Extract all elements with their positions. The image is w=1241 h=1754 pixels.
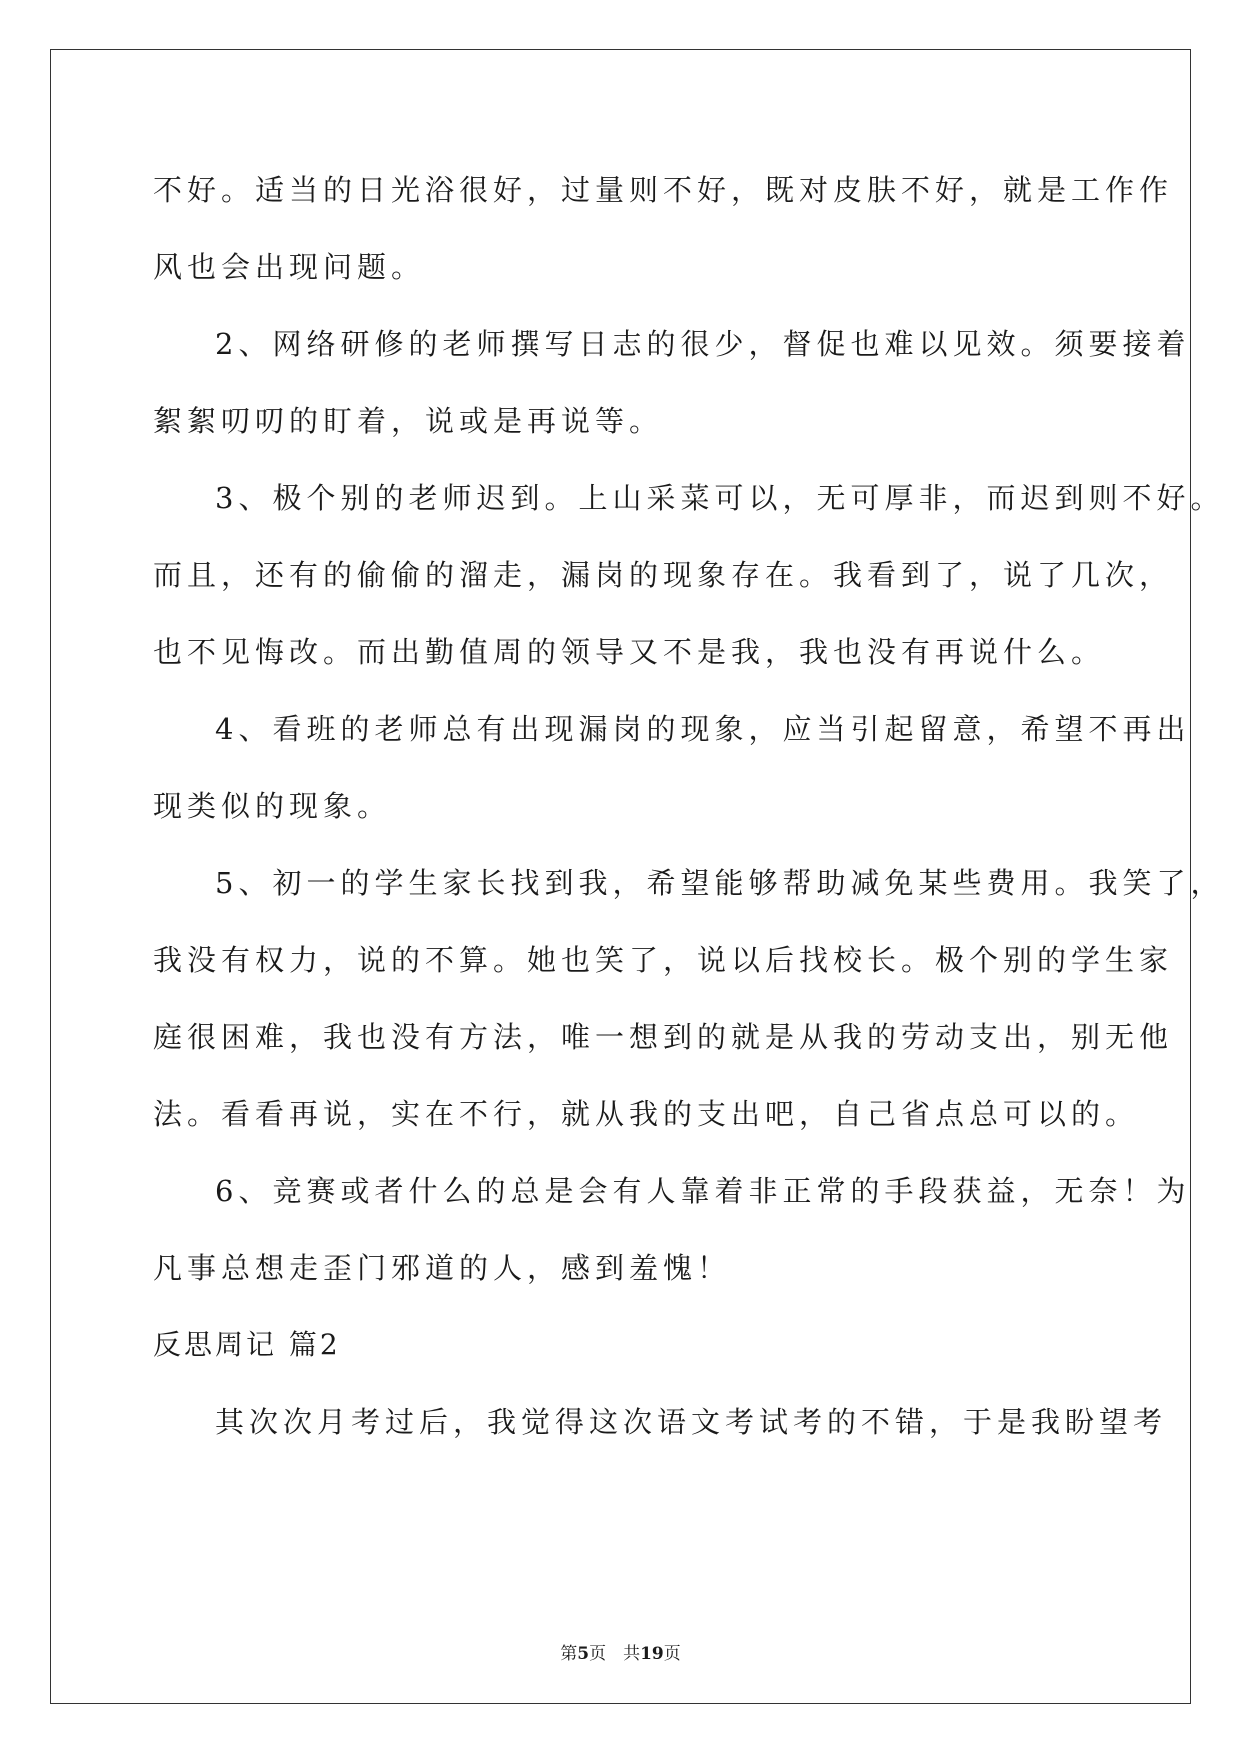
text-line: 其次次月考过后，我觉得这次语文考试考的不错，于是我盼望考 [215, 1405, 1168, 1439]
footer-total-pages: 19 [640, 1644, 664, 1664]
text-line: 4、看班的老师总有出现漏岗的现象，应当引起留意，希望不再出 [215, 712, 1191, 746]
footer-page-number: 5 [577, 1644, 590, 1664]
text-line: 现类似的现象。 [153, 789, 392, 823]
footer-middle: 页 共 [589, 1644, 641, 1664]
text-line: 风也会出现问题。 [153, 250, 426, 284]
text-line: 庭很困难，我也没有方法，唯一想到的就是从我的劳动支出，别无他 [153, 1020, 1174, 1054]
text-line: 絮絮叨叨的盯着，说或是再说等。 [153, 404, 664, 438]
page-footer [0, 1639, 1241, 1664]
document-body [153, 162, 1225, 1471]
section-heading: 反思周记 篇2 [153, 1328, 341, 1361]
text-line: 我没有权力，说的不算。她也笑了，说以后找校长。极个别的学生家 [153, 943, 1174, 977]
text-line: 2、网络研修的老师撰写日志的很少，督促也难以见效。须要接着 [215, 327, 1191, 361]
text-line: 而且，还有的偷偷的溜走，漏岗的现象存在。我看到了，说了几次， [153, 558, 1174, 592]
footer-suffix: 页 [663, 1644, 681, 1664]
text-line: 3、极个别的老师迟到。上山采菜可以，无可厚非，而迟到则不好。 [215, 481, 1225, 515]
text-line: 凡事总想走歪门邪道的人，感到羞愧！ [153, 1251, 732, 1285]
footer-prefix: 第 [560, 1644, 578, 1664]
text-line: 5、初一的学生家长找到我，希望能够帮助减免某些费用。我笑了， [215, 866, 1225, 900]
text-line: 也不见悔改。而出勤值周的领导又不是我，我也没有再说什么。 [153, 635, 1106, 669]
text-line: 不好。适当的日光浴很好，过量则不好，既对皮肤不好，就是工作作 [153, 173, 1174, 207]
text-line: 6、竞赛或者什么的总是会有人靠着非正常的手段获益，无奈！为 [215, 1174, 1191, 1208]
text-line: 法。看看再说，实在不行，就从我的支出吧，自己省点总可以的。 [153, 1097, 1140, 1131]
